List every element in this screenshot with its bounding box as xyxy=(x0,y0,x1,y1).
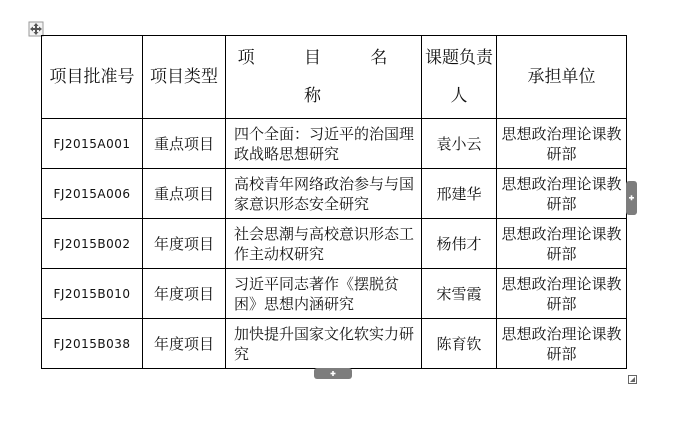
table-row xyxy=(42,319,627,369)
cell-project-name[interactable]: 社会思潮与高校意识形态工作主动权研究 xyxy=(226,219,422,269)
cell-project-type[interactable]: 重点项目 xyxy=(143,119,226,169)
cell-project-leader[interactable]: 宋雪霞 xyxy=(422,269,497,319)
cell-project-leader[interactable]: 陈育钦 xyxy=(422,319,497,369)
table-row xyxy=(42,219,627,269)
header-project-name[interactable]: 项 目 名 称 xyxy=(226,36,422,119)
cell-undertaking-unit[interactable]: 思想政治理论课教研部 xyxy=(497,119,627,169)
cell-project-name[interactable]: 习近平同志著作《摆脱贫困》思想内涵研究 xyxy=(226,269,422,319)
add-column-button[interactable] xyxy=(626,181,637,215)
corner-resize-icon[interactable] xyxy=(628,369,637,378)
table-row xyxy=(42,119,627,169)
cell-project-type[interactable]: 重点项目 xyxy=(143,169,226,219)
header-project-leader[interactable]: 课题负责人 xyxy=(422,36,497,119)
add-row-button[interactable] xyxy=(314,368,352,379)
cell-undertaking-unit[interactable]: 思想政治理论课教研部 xyxy=(497,269,627,319)
table-row xyxy=(42,269,627,319)
cell-undertaking-unit[interactable]: 思想政治理论课教研部 xyxy=(497,169,627,219)
cell-project-id[interactable]: FJ2015B002 xyxy=(42,219,143,269)
cell-project-leader[interactable]: 杨伟才 xyxy=(422,219,497,269)
cell-project-type[interactable]: 年度项目 xyxy=(143,269,226,319)
table-row xyxy=(42,169,627,219)
cell-undertaking-unit[interactable]: 思想政治理论课教研部 xyxy=(497,219,627,269)
cell-project-leader[interactable]: 袁小云 xyxy=(422,119,497,169)
cell-project-id[interactable]: FJ2015A006 xyxy=(42,169,143,219)
cell-project-name[interactable]: 加快提升国家文化软实力研究 xyxy=(226,319,422,369)
cell-project-id[interactable]: FJ2015B010 xyxy=(42,269,143,319)
cell-project-leader[interactable]: 邢建华 xyxy=(422,169,497,219)
cell-project-type[interactable]: 年度项目 xyxy=(143,219,226,269)
header-project-id[interactable]: 项目批准号 xyxy=(42,36,143,119)
cell-undertaking-unit[interactable]: 思想政治理论课教研部 xyxy=(497,319,627,369)
plus-icon xyxy=(314,368,352,379)
header-project-type[interactable]: 项目类型 xyxy=(143,36,226,119)
cell-project-id[interactable]: FJ2015A001 xyxy=(42,119,143,169)
table-header-row xyxy=(42,36,627,119)
header-undertaking-unit[interactable]: 承担单位 xyxy=(497,36,627,119)
plus-icon xyxy=(626,181,637,215)
project-table xyxy=(41,35,627,369)
cell-project-name[interactable]: 高校青年网络政治参与与国家意识形态安全研究 xyxy=(226,169,422,219)
cell-project-name[interactable]: 四个全面：习近平的治国理政战略思想研究 xyxy=(226,119,422,169)
cell-project-type[interactable]: 年度项目 xyxy=(143,319,226,369)
cell-project-id[interactable]: FJ2015B038 xyxy=(42,319,143,369)
